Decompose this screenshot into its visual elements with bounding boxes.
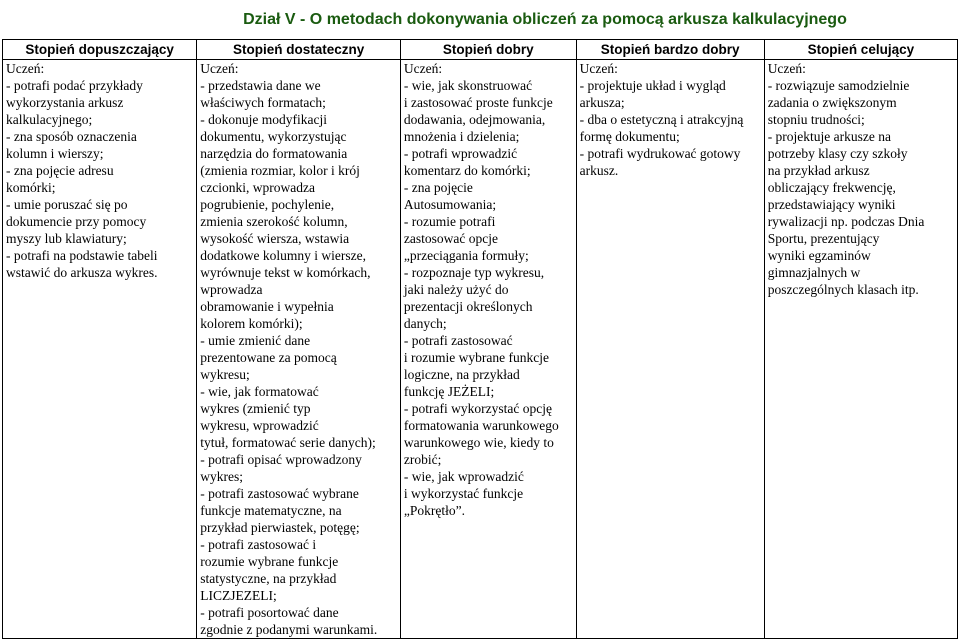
cell-text-line: poszczególnych klasach itp.	[767, 282, 919, 297]
cell-text-line: wykresu, wprowadzić	[200, 418, 319, 433]
header-dopuszczajacy: Stopień dopuszczający	[3, 40, 197, 60]
cell-text-line: i rozumie wybrane funkcje	[403, 350, 549, 365]
cell-text-line: wykres (zmienić typ	[200, 401, 311, 416]
cell-text-line: Uczeń:	[200, 61, 239, 76]
cell-text-line: - umie zmienić dane	[200, 333, 311, 348]
cell-text-line: funkcje matematyczne, na	[200, 503, 342, 518]
cell-dobry	[400, 60, 576, 639]
cell-text-line: wykorzystania arkusz	[6, 95, 124, 110]
cell-text-line: wprowadza	[200, 282, 263, 297]
header-row	[3, 40, 958, 60]
cell-text-line: komentarz do komórki;	[403, 163, 531, 178]
cell-text-line: formatowania warunkowego	[403, 418, 559, 433]
cell-text-line: Uczeń:	[579, 61, 618, 76]
cell-text-line: na przykład arkusz	[767, 163, 870, 178]
cell-text-line: Sportu, prezentujący	[767, 231, 880, 246]
cell-text-line: obramowanie i wypełnia	[200, 299, 334, 314]
cell-text-line: danych;	[403, 316, 447, 331]
cell-dostateczny	[197, 60, 401, 639]
cell-text-line: „przeciągania formuły;	[403, 248, 529, 263]
cell-text-line: dokumentu, wykorzystując	[200, 129, 347, 144]
cell-text-line: - przedstawia dane we	[200, 78, 321, 93]
content-row	[3, 60, 958, 639]
cell-text-line: wyrównuje tekst w komórkach,	[200, 265, 371, 280]
cell-text-line: wyniki egzaminów	[767, 248, 871, 263]
cell-text-line: narzędzia do formatowania	[200, 146, 348, 161]
cell-text-line: kolorem komórki);	[200, 316, 303, 331]
cell-text-line: arkusz.	[579, 163, 619, 178]
cell-bardzo-dobry	[576, 60, 764, 639]
header-dostateczny: Stopień dostateczny	[197, 40, 401, 60]
cell-text-line: jaki należy użyć do	[403, 282, 509, 297]
cell-text-line: zrobić;	[403, 452, 442, 467]
cell-text-line: Uczeń:	[6, 61, 45, 76]
cell-text-line: pogrubienie, pochylenie,	[200, 197, 335, 212]
cell-text-line: - potrafi posortować dane	[200, 605, 339, 620]
cell-text-line: i wykorzystać funkcje	[403, 486, 524, 501]
cell-text-line: dodawania, odejmowania,	[403, 112, 546, 127]
cell-text-line: LICZJEZELI;	[200, 588, 277, 603]
cell-text-line: rozumie wybrane funkcje	[200, 554, 339, 569]
cell-text-line: - dokonuje modyfikacji	[200, 112, 328, 127]
cell-text-line: - projektuje arkusze na	[767, 129, 892, 144]
cell-text-line: zmienia szerokość kolumn,	[200, 214, 348, 229]
cell-text-line: wysokość wiersza, wstawia	[200, 231, 350, 246]
header-dobry: Stopień dobry	[400, 40, 576, 60]
cell-text-line: wykresu;	[200, 367, 250, 382]
cell-text-line: kalkulacyjnego;	[6, 112, 93, 127]
cell-text-line: logiczne, na przykład	[403, 367, 520, 382]
cell-text-line: - potrafi zastosować i	[200, 537, 317, 552]
cell-text-line: prezentacji określonych	[403, 299, 533, 314]
cell-text-line: stopniu trudności;	[767, 112, 865, 127]
cell-text-line: zadania o zwiększonym	[767, 95, 897, 110]
cell-text-line: prezentowane za pomocą	[200, 350, 337, 365]
cell-text-line: - wie, jak skonstruować	[403, 78, 533, 93]
cell-text-line: rywalizacji np. podczas Dnia	[767, 214, 925, 229]
cell-text-line: przykład pierwiastek, potęgę;	[200, 520, 360, 535]
cell-text-line: zgodnie z podanymi warunkami.	[200, 622, 378, 637]
cell-text-line: funkcję JEŻELI;	[403, 384, 495, 399]
cell-text-line: - potrafi zastosować wybrane	[200, 486, 359, 501]
cell-text-line: przedstawiający wyniki	[767, 197, 896, 212]
cell-text-line: Autosumowania;	[403, 197, 497, 212]
cell-text-line: mnożenia i dzielenia;	[403, 129, 520, 144]
cell-text-line: - potrafi wydrukować gotowy	[579, 146, 741, 161]
cell-text-line: wykres;	[200, 469, 244, 484]
cell-text-line: - potrafi opisać wprowadzony	[200, 452, 362, 467]
cell-text-line: dokumencie przy pomocy	[6, 214, 147, 229]
cell-text-line: „Pokrętło”.	[403, 503, 465, 518]
cell-text-line: - zna sposób oznaczenia	[6, 129, 137, 144]
cell-text-line: - potrafi podać przykłady	[6, 78, 143, 93]
cell-text-line: - zna pojęcie adresu	[6, 163, 114, 178]
cell-text-line: statystyczne, na przykład	[200, 571, 337, 586]
cell-text-line: - wie, jak wprowadzić	[403, 469, 524, 484]
header-celujacy: Stopień celujący	[764, 40, 957, 60]
cell-text-line: - rozwiązuje samodzielnie	[767, 78, 910, 93]
cell-celujacy	[764, 60, 957, 639]
cell-text-line: - potrafi zastosować	[403, 333, 513, 348]
cell-text-line: gimnazjalnych w	[767, 265, 861, 280]
cell-text-line: dodatkowe kolumny i wiersze,	[200, 248, 367, 263]
grading-table	[2, 39, 958, 639]
cell-text-line: Uczeń:	[767, 61, 806, 76]
cell-text-line: komórki;	[6, 180, 56, 195]
header-bardzo-dobry: Stopień bardzo dobry	[576, 40, 764, 60]
cell-text-line: Uczeń:	[403, 61, 443, 76]
cell-dopuszczajacy	[3, 60, 197, 639]
cell-text-line: właściwych formatach;	[200, 95, 326, 110]
cell-text-line: formę dokumentu;	[579, 129, 680, 144]
cell-text-line: - rozumie potrafi	[403, 214, 496, 229]
cell-text-line: czcionki, wprowadza	[200, 180, 315, 195]
cell-text-line: wstawić do arkusza wykres.	[6, 265, 158, 280]
cell-text-line: i zastosować proste funkcje	[403, 95, 553, 110]
cell-text-line: - potrafi na podstawie tabeli	[6, 248, 158, 263]
cell-text-line: - dba o estetyczną i atrakcyjną	[579, 112, 744, 127]
cell-text-line: - projektuje układ i wygląd	[579, 78, 726, 93]
page-title: Dział V - O metodach dokonywania obliczeń za pomocą arkusza kalkulacyjnego	[243, 11, 847, 28]
cell-text-line: - potrafi wykorzystać opcję	[403, 401, 552, 416]
cell-text-line: myszy lub klawiatury;	[6, 231, 127, 246]
cell-text-line: - potrafi wprowadzić	[403, 146, 518, 161]
cell-text-line: warunkowego wie, kiedy to	[403, 435, 554, 450]
cell-text-line: kolumn i wierszy;	[6, 146, 104, 161]
cell-text-line: zastosować opcje	[403, 231, 498, 246]
cell-text-line: - wie, jak formatować	[200, 384, 319, 399]
page-title-wrapper	[0, 11, 960, 29]
cell-text-line: obliczający frekwencję,	[767, 180, 896, 195]
cell-text-line: (zmienia rozmiar, kolor i krój	[200, 163, 360, 178]
cell-text-line: - rozpoznaje typ wykresu,	[403, 265, 545, 280]
cell-text-line: tytuł, formatować serie danych);	[200, 435, 376, 450]
cell-text-line: - zna pojęcie	[403, 180, 473, 195]
cell-text-line: arkusza;	[579, 95, 625, 110]
cell-text-line: potrzeby klasy czy szkoły	[767, 146, 908, 161]
cell-text-line: - umie poruszać się po	[6, 197, 128, 212]
